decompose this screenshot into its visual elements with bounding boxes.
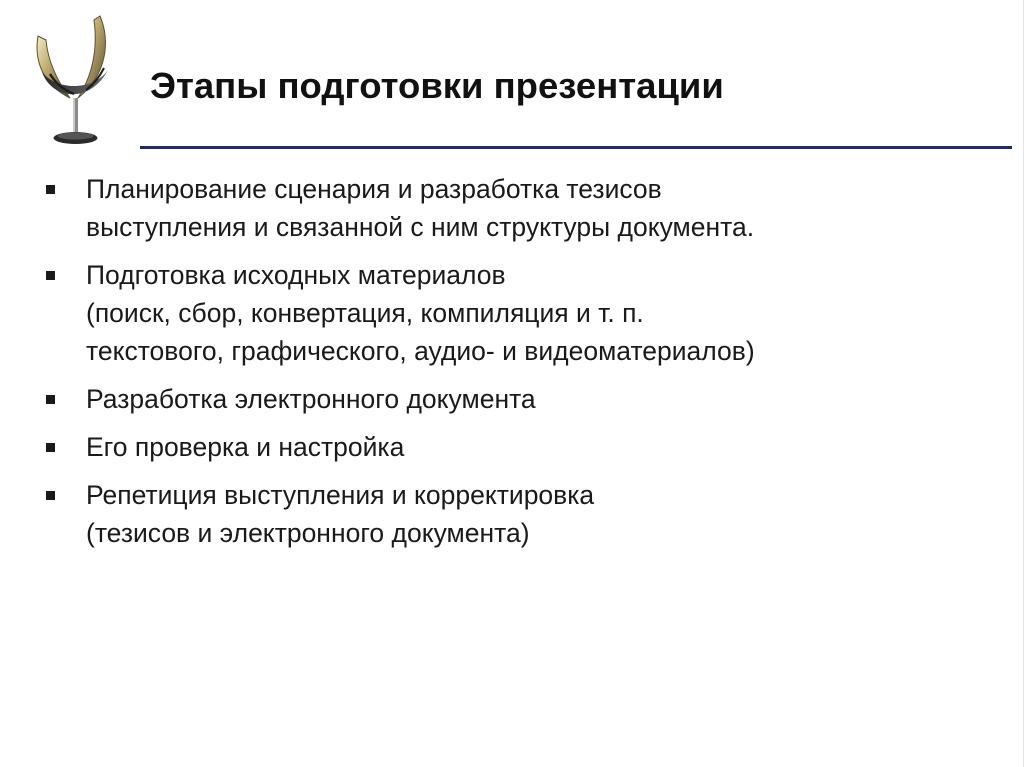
bullet-line: Его проверка и настройка <box>86 432 405 462</box>
bullet-square-icon <box>46 491 55 500</box>
bullet-line: текстового, графического, аудио- и видеоматериалов) <box>86 336 755 366</box>
bullet-line: Планирование сценария и разработка тезисов <box>86 174 662 204</box>
bullet-line: Подготовка исходных материалов <box>86 260 506 290</box>
bullet-item <box>40 170 1000 246</box>
bullet-square-icon <box>46 271 55 280</box>
bullet-square-icon <box>46 443 55 452</box>
bullet-line: (тезисов и электронного документа) <box>86 518 530 548</box>
title-underline <box>140 146 1012 149</box>
bullet-line: Репетиция выступления и корректировка <box>86 480 595 510</box>
bullet-item <box>40 428 1000 466</box>
bullet-item <box>40 256 1000 370</box>
bullet-square-icon <box>46 185 55 194</box>
bullet-line: (поиск, сбор, конвертация, компиляция и т. п. <box>86 298 644 328</box>
bullet-line: Разработка электронного документа <box>86 384 536 414</box>
bullet-list <box>40 170 1000 562</box>
goblet-logo-icon <box>28 14 128 150</box>
bullet-square-icon <box>46 395 55 404</box>
bullet-item <box>40 476 1000 552</box>
slide-title: Этапы подготовки презентации <box>150 65 724 106</box>
bullet-item <box>40 380 1000 418</box>
bullet-line: выступления и связанной с ним структуры документа. <box>86 212 755 242</box>
